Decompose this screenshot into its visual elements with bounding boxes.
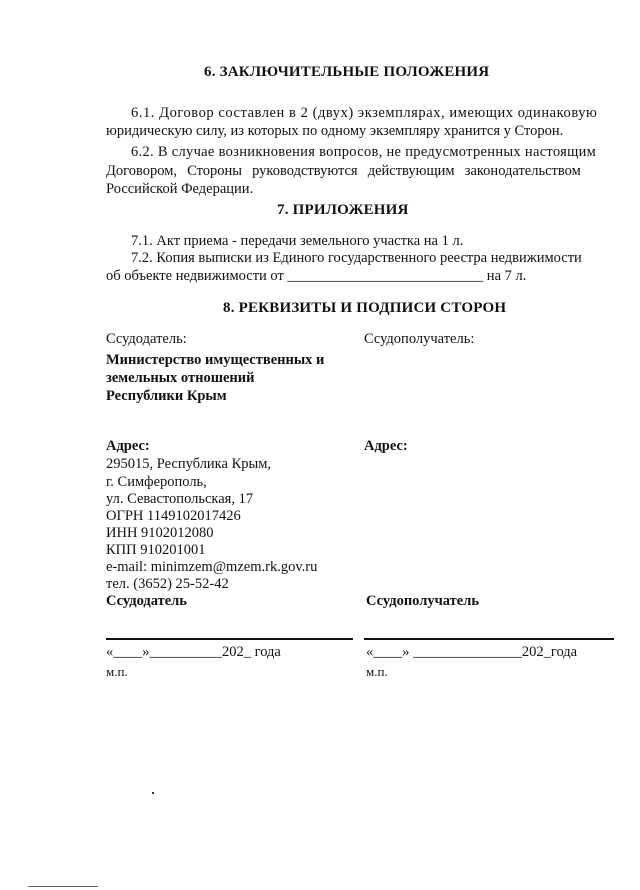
org-line2: земельных отношений xyxy=(106,370,255,386)
section7-item1: 7.1. Акт приема - передачи земельного участка на 1 л. xyxy=(131,233,464,249)
lender-sign-label: Ссудодатель xyxy=(106,593,187,609)
email: e-mail: minimzem@mzem.rk.gov.ru xyxy=(106,559,318,575)
kpp: КПП 910201001 xyxy=(106,542,206,558)
borrower-signature-line xyxy=(364,638,614,640)
lender-label: Ссудодатель: xyxy=(106,331,187,347)
ogrn: ОГРН 1149102017426 xyxy=(106,508,241,524)
section6-p2-line3: Российской Федерации. xyxy=(106,181,254,197)
borrower-date: «____» _______________202_года xyxy=(366,644,578,660)
address-line2: г. Симферополь, xyxy=(106,474,207,490)
borrower-stamp: м.п. xyxy=(366,664,388,679)
address-label-right: Адрес: xyxy=(364,438,408,454)
scan-edge-mark xyxy=(28,886,98,887)
lender-date: «____»__________202_ года xyxy=(106,644,281,660)
section6-p2-line2: Договором, Стороны руководствуются действующим законодательством xyxy=(106,163,581,179)
address-line1: 295015, Республика Крым, xyxy=(106,456,272,472)
inn: ИНН 9102012080 xyxy=(106,525,214,541)
lender-signature-line xyxy=(106,638,353,640)
scan-dot xyxy=(152,792,154,794)
section8-title: 8. РЕКВИЗИТЫ И ПОДПИСИ СТОРОН xyxy=(223,300,507,316)
borrower-label: Ссудополучатель: xyxy=(364,331,475,347)
section6-p1-line1 xyxy=(131,105,598,122)
address-label-left: Адрес: xyxy=(106,438,150,454)
section6-p1-line2: юридическую силу, из которых по одному экземпляру хранится у Сторон. xyxy=(106,123,564,139)
section6-title: 6. ЗАКЛЮЧИТЕЛЬНЫЕ ПОЛОЖЕНИЯ xyxy=(204,64,490,80)
phone: тел. (3652) 25-52-42 xyxy=(106,576,229,592)
section6-p2-line1: 6.2. В случае возникновения вопросов, не предусмотренных настоящим xyxy=(131,144,597,160)
section7-item2-line1: 7.2. Копия выписки из Единого государственного реестра недвижимости xyxy=(131,250,582,266)
section7-item2-line2: об объекте недвижимости от ___________________________ на 7 л. xyxy=(106,268,527,284)
section6-p1-line1-text: 6.1. Договор составлен в 2 (двух) экземплярах, имеющих одинаковую xyxy=(131,105,598,121)
org-line1: Министерство имущественных и xyxy=(106,352,325,368)
lender-stamp: м.п. xyxy=(106,664,128,679)
address-line3: ул. Севастопольская, 17 xyxy=(106,491,254,507)
borrower-sign-label: Ссудополучатель xyxy=(366,593,480,609)
org-line3: Республики Крым xyxy=(106,388,227,404)
section7-title: 7. ПРИЛОЖЕНИЯ xyxy=(277,202,409,218)
